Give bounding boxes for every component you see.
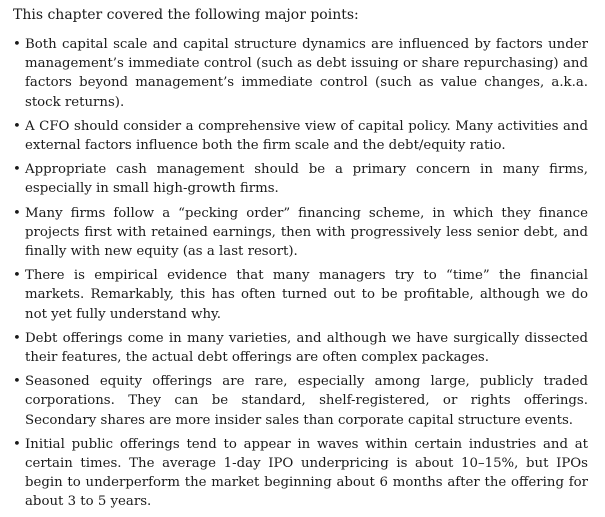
summary-points-list xyxy=(13,35,588,517)
summary-point-text: Initial public offerings tend to appear in waves within certain industries and at certain times. The average 1-day IPO underpricing is about 10–15%, but IPOs begin to underperform the market beginning about 6 months after the offering for about 3 to 5 years. xyxy=(25,436,588,510)
bullet-icon: • xyxy=(13,330,21,346)
summary-point xyxy=(13,435,588,512)
bullet-icon: • xyxy=(13,162,21,178)
bullet-icon: • xyxy=(13,268,21,284)
bullet-icon: • xyxy=(13,37,21,52)
summary-point xyxy=(13,160,588,198)
summary-point xyxy=(13,329,588,367)
bullet-icon: • xyxy=(13,374,21,390)
summary-point-text: Debt offerings come in many varieties, and although we have surgically dissected their features, the actual debt offerings are often complex packages. xyxy=(25,330,588,366)
bullet-icon: • xyxy=(13,118,21,134)
summary-point xyxy=(13,117,588,155)
summary-point-text: Appropriate cash management should be a primary concern in many firms, especially in small high-growth firms. xyxy=(25,162,588,197)
summary-point-text: A CFO should consider a comprehensive view of capital policy. Many activities and external factors influence both the firm scale and the debt/equity ratio. xyxy=(25,118,588,154)
summary-point xyxy=(13,372,588,430)
summary-point xyxy=(13,204,588,262)
summary-point xyxy=(13,35,588,112)
summary-point-text: Seasoned equity offerings are rare, especially among large, publicly traded corporations. They can be standard, shelf-registered, or rights offerings. Secondary shares are more insider sales than corporate capital structure events. xyxy=(25,374,588,428)
summary-point xyxy=(13,266,588,324)
summary-point-text: Both capital scale and capital structure dynamics are influenced by factors under management’s immediate control (such as debt issuing or share repurchasing) and factors beyond management’s immediate control (such as value changes, a.k.a. stock returns). xyxy=(25,37,588,110)
summary-point-text: There is empirical evidence that many managers try to “time” the financial markets. Remarkably, this has often turned out to be profitable, although we do not yet fully understand why. xyxy=(25,268,588,322)
bullet-icon: • xyxy=(13,205,21,221)
bullet-icon: • xyxy=(13,436,21,452)
summary-point-text: Many firms follow a “pecking order” financing scheme, in which they finance projects first with retained earnings, then with progressively less senior debt, and finally with new equity (as a last resort). xyxy=(25,205,588,260)
intro-text: This chapter covered the following major points: xyxy=(13,7,359,23)
